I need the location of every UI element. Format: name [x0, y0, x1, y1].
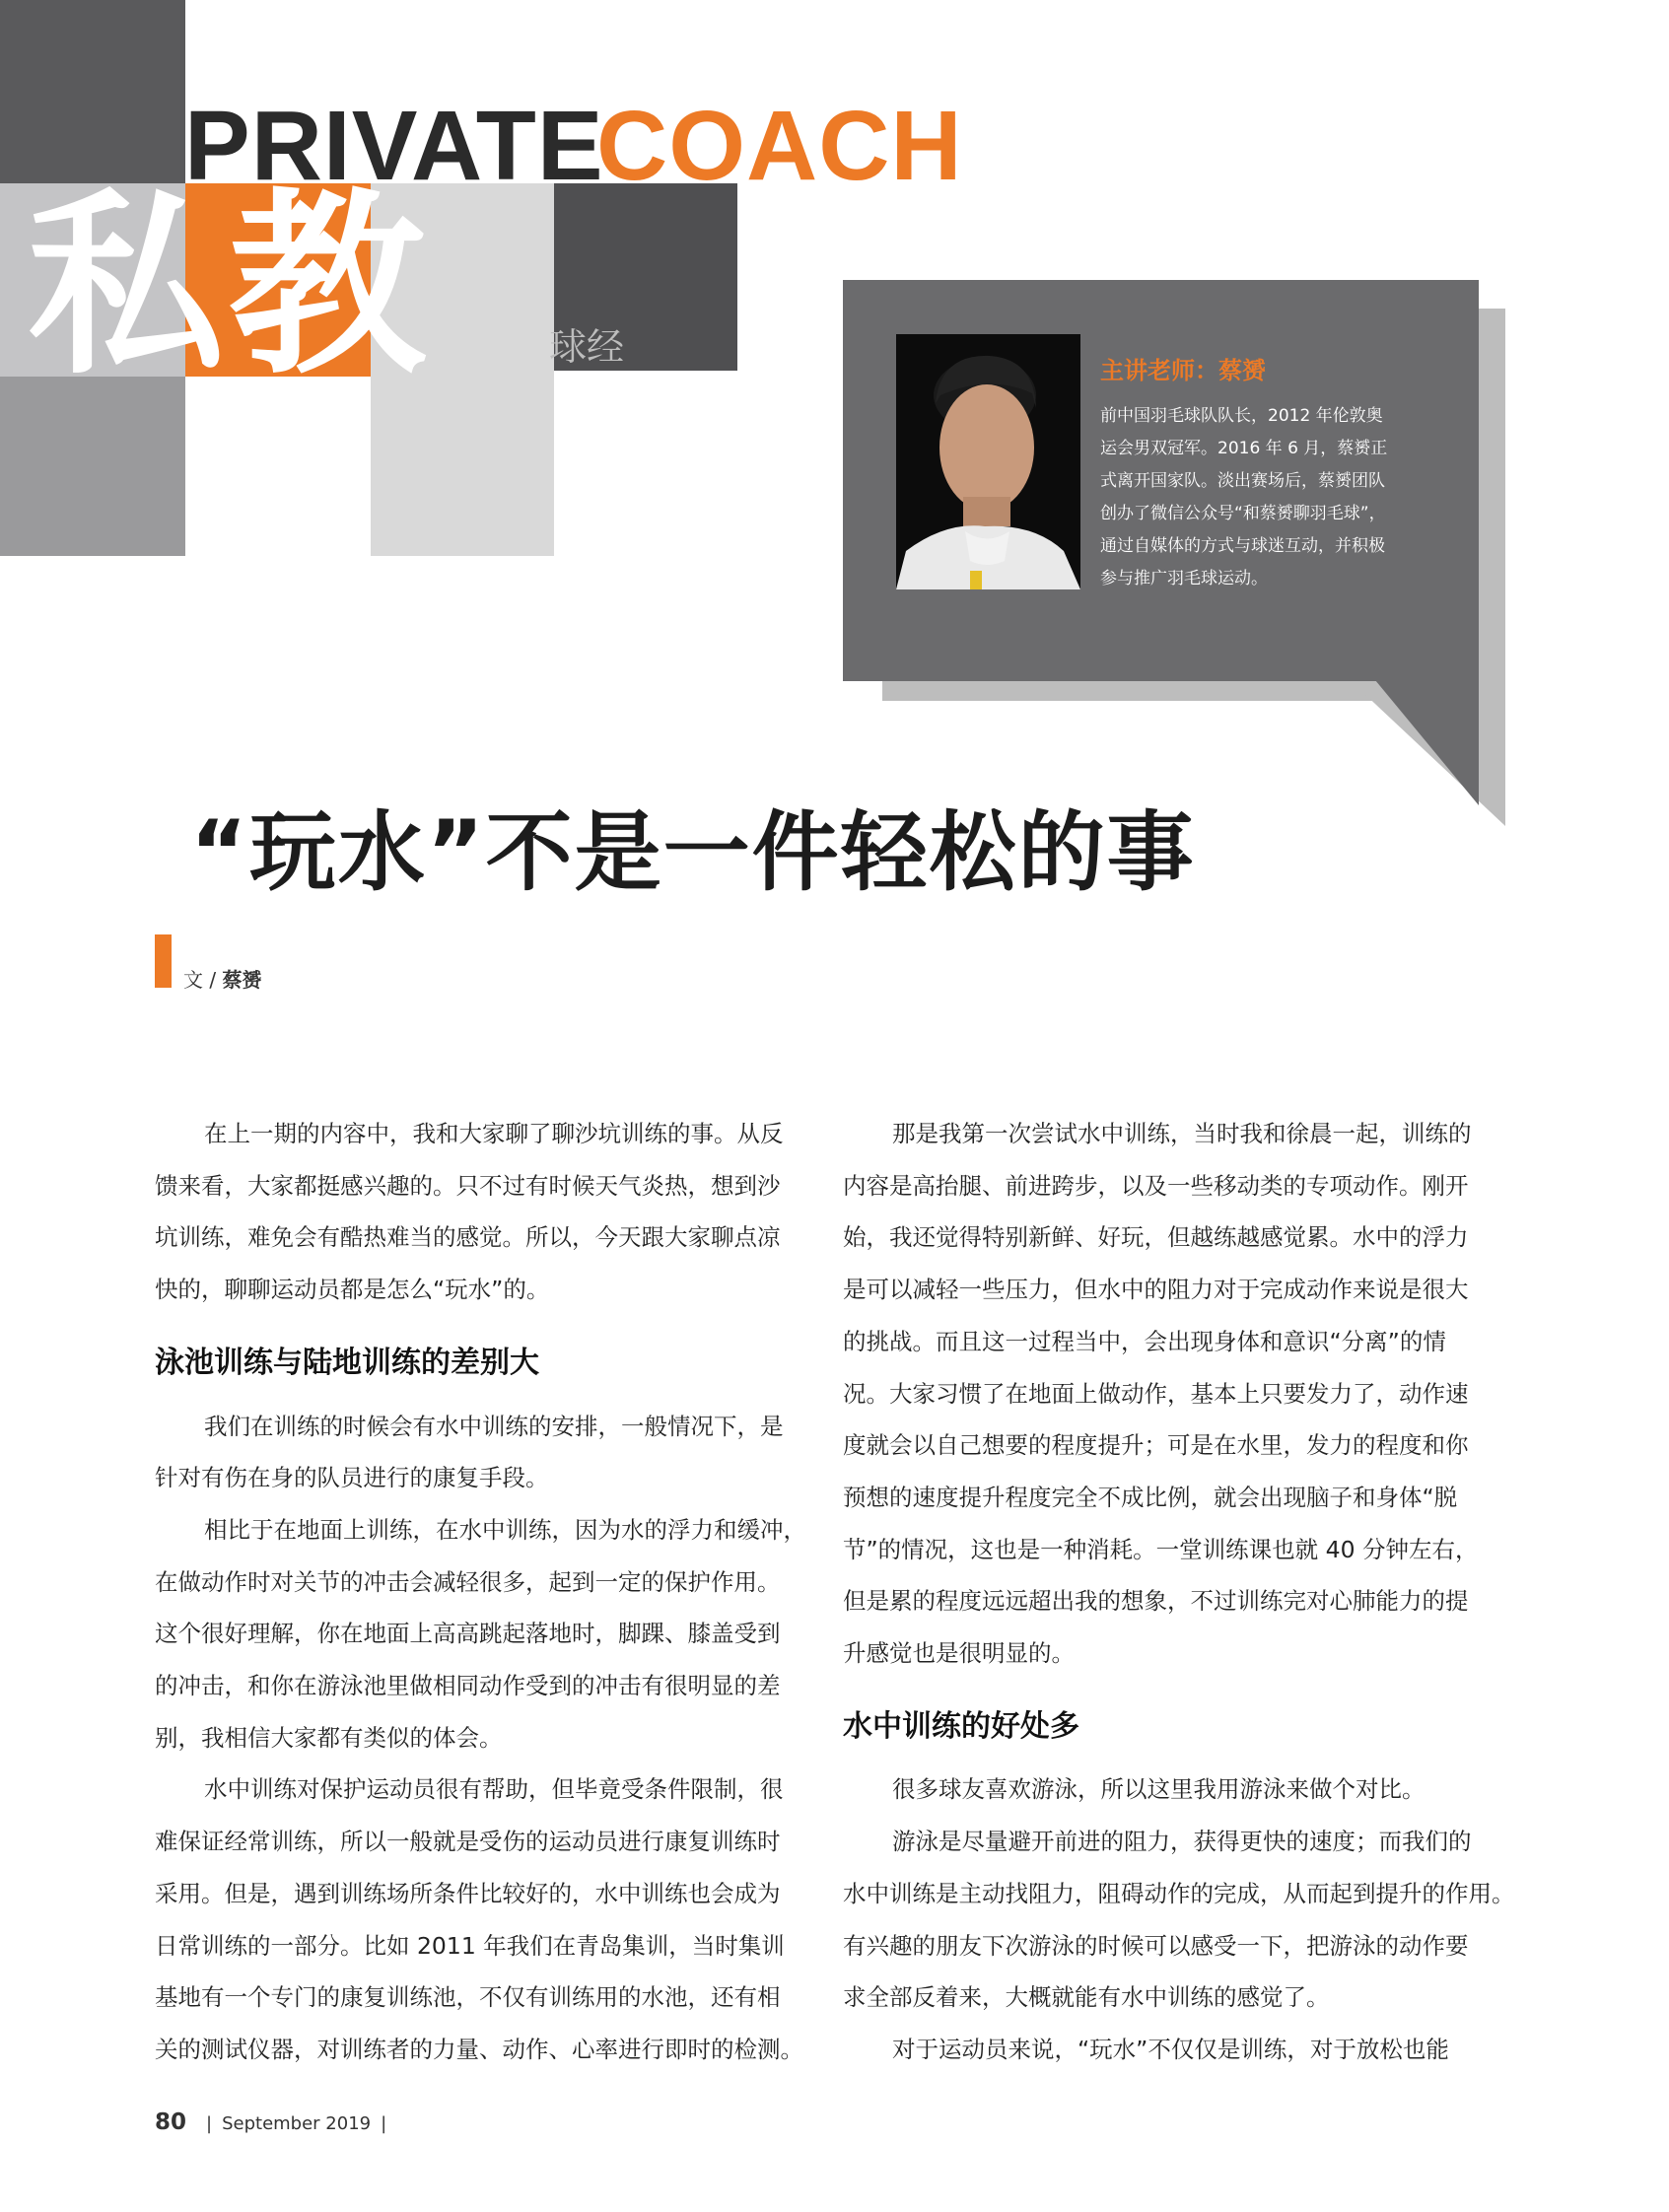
article-column-left — [155, 1108, 815, 2076]
author-name: 蔡赟 — [222, 968, 262, 992]
bio-line: 式离开国家队。淡出赛场后，蔡赟团队 — [1100, 471, 1385, 491]
text-line: 求全部反着来，大概就能有水中训练的感觉了。 — [843, 1983, 1330, 2012]
bio-line: 创办了微信公众号“和蔡赟聊羽毛球”， — [1100, 504, 1386, 523]
text-line: 水中训练对保护运动员很有帮助，但毕竟受条件限制，很 — [204, 1775, 784, 1804]
bio-line: 运会男双冠军。2016 年 6 月，蔡赟正 — [1100, 439, 1388, 458]
paragraph — [155, 1108, 815, 1316]
byline-accent-bar — [155, 934, 172, 988]
text-line: 针对有伤在身的队员进行的康复手段。 — [155, 1464, 549, 1492]
text-line: 在做动作时对关节的冲击会减轻很多，起到一定的保护作用。 — [155, 1567, 781, 1596]
footer-separator: | — [381, 2113, 387, 2134]
bio-line: 前中国羽毛球队队长，2012 年伦敦奥 — [1100, 406, 1383, 426]
paragraph — [155, 1504, 815, 1764]
text-line: 馈来看，大家都挺感兴趣的。只不过有时候天气炎热，想到沙 — [155, 1171, 781, 1200]
text-line: 这个很好理解，你在地面上高高跳起落地时，脚踝、膝盖受到 — [155, 1620, 781, 1648]
header-private-text: PRIVATE — [184, 91, 604, 201]
text-line: 快的，聊聊运动员都是怎么“玩水”的。 — [155, 1276, 550, 1304]
article-column-right — [843, 1108, 1515, 2076]
bio-box-tail — [1375, 680, 1479, 805]
bio-line: 参与推广羽毛球运动。 — [1100, 569, 1268, 588]
text-line: 度就会以自己想要的程度提升；可是在水里，发力的程度和你 — [843, 1431, 1469, 1460]
text-line: 升感觉也是很明显的。 — [843, 1639, 1075, 1668]
text-line: 我们在训练的时候会有水中训练的安排，一般情况下，是 — [204, 1412, 784, 1440]
text-line: 的冲击，和你在游泳池里做相同动作受到的冲击有很明显的差 — [155, 1672, 781, 1700]
text-line: 是可以减轻一些压力，但水中的阻力对于完成动作来说是很大 — [843, 1276, 1469, 1304]
header-cn-title: 私教 — [28, 170, 431, 401]
bio-line: 通过自媒体的方式与球迷互动，并积极 — [1100, 536, 1385, 556]
text-line: 采用。但是，遇到训练场所条件比较好的，水中训练也会成为 — [155, 1879, 781, 1907]
text-line: 关的测试仪器，对训练者的力量、动作、心率进行即时的检测。 — [155, 2035, 803, 2063]
text-line: 基地有一个专门的康复训练池，不仅有训练用的水池，还有相 — [155, 1983, 781, 2012]
issue-date: September 2019 — [222, 2113, 372, 2134]
teacher-name: 主讲老师：蔡赟 — [1100, 357, 1266, 384]
text-line: 水中训练是主动找阻力，阻碍动作的完成，从而起到提升的作用。 — [843, 1879, 1515, 1907]
byline-prefix: 文 / — [183, 968, 223, 992]
text-line: 别，我相信大家都有类似的体会。 — [155, 1723, 503, 1752]
text-line: 在上一期的内容中，我和大家聊了聊沙坑训练的事。从反 — [204, 1120, 784, 1147]
paragraph — [843, 1763, 1503, 1816]
paragraph — [843, 1108, 1503, 1680]
text-line: 的挑战。而且这一过程当中，会出现身体和意识“分离”的情 — [843, 1327, 1446, 1355]
page-footer — [155, 2109, 396, 2135]
text-line: 但是累的程度远远超出我的想象，不过训练完对心肺能力的提 — [843, 1587, 1469, 1616]
teacher-bio — [1100, 400, 1440, 595]
text-line: 日常训练的一部分。比如 2011 年我们在青岛集训，当时集训 — [155, 1931, 785, 1960]
column-name: 球经 — [549, 325, 625, 369]
text-line: 始，我还觉得特别新鲜、好玩，但越练越感觉累。水中的浮力 — [843, 1223, 1469, 1252]
header-coach-text: COACH — [596, 91, 963, 201]
text-line: 预想的速度提升程度完全不成比例，就会出现脑子和身体“脱 — [843, 1483, 1458, 1511]
text-line: 那是我第一次尝试水中训练，当时我和徐晨一起，训练的 — [892, 1120, 1472, 1147]
footer-separator: | — [206, 2113, 213, 2134]
paragraph — [843, 1816, 1515, 2024]
text-line: 对于运动员来说，“玩水”不仅仅是训练，对于放松也能 — [892, 2035, 1449, 2063]
section-heading: 水中训练的好处多 — [843, 1708, 1079, 1744]
paragraph — [843, 2024, 1503, 2076]
article-title: “玩水”不是一件轻松的事 — [190, 801, 1196, 903]
text-line: 坑训练，难免会有酷热难当的感觉。所以，今天跟大家聊点凉 — [155, 1223, 781, 1252]
coach-portrait — [896, 334, 1080, 589]
text-line: 游泳是尽量避开前进的阻力，获得更快的速度；而我们的 — [892, 1828, 1472, 1856]
text-line: 况。大家习惯了在地面上做动作，基本上只要发力了，动作速 — [843, 1379, 1469, 1408]
deco-block-dark-top — [0, 0, 185, 183]
section-heading: 泳池训练与陆地训练的差别大 — [155, 1345, 539, 1380]
text-line: 内容是高抬腿、前进跨步，以及一些移动类的专项动作。刚开 — [843, 1171, 1469, 1200]
text-line: 难保证经常训练，所以一般就是受伤的运动员进行康复训练时 — [155, 1828, 781, 1856]
byline — [183, 964, 261, 993]
text-line: 相比于在地面上训练，在水中训练，因为水的浮力和缓冲， — [204, 1515, 806, 1544]
text-line: 很多球友喜欢游泳，所以这里我用游泳来做个对比。 — [892, 1775, 1426, 1804]
paragraph — [155, 1401, 815, 1504]
paragraph — [155, 1763, 815, 2075]
text-line: 节”的情况，这也是一种消耗。一堂训练课也就 40 分钟左右， — [843, 1535, 1479, 1563]
page-number: 80 — [155, 2109, 187, 2135]
text-line: 有兴趣的朋友下次游泳的时候可以感受一下，把游泳的动作要 — [843, 1931, 1469, 1960]
